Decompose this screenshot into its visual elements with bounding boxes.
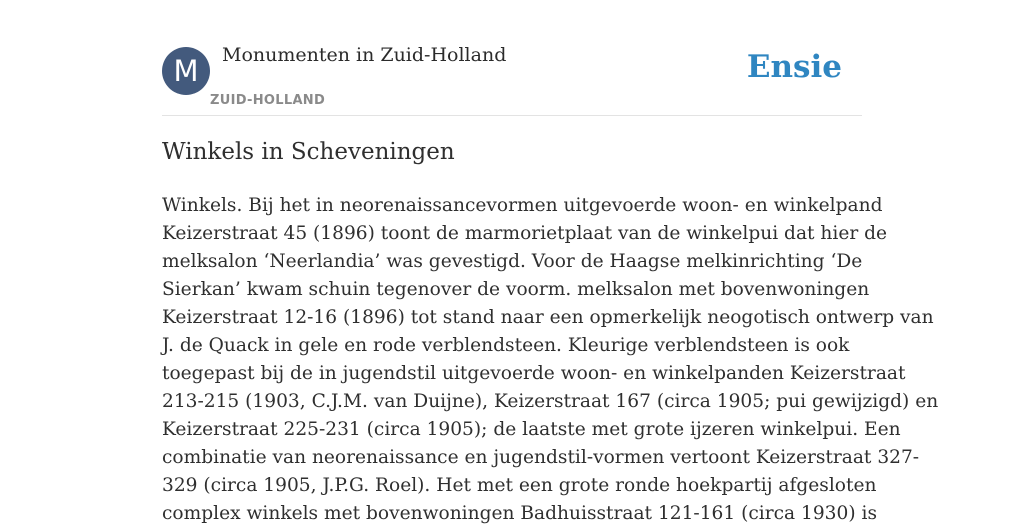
body-line: Keizerstraat 45 (1896) toont de marmorietplaat van de winkelpui dat hier de (162, 223, 888, 244)
body-line: combinatie van neorenaissance en jugendstil-vormen vertoont Keizerstraat 327- (162, 447, 920, 468)
body-line: Keizerstraat 225-231 (circa 1905); de laatste met grote ijzeren winkelpui. Een (162, 419, 901, 440)
body-line: complex winkels met bovenwoningen Badhuisstraat 121-161 (circa 1930) is (162, 503, 877, 524)
body-line: J. de Quack in gele en rode verblendsteen. Kleurige verblendsteen is ook (162, 335, 850, 356)
category-label[interactable]: ZUID-HOLLAND (210, 93, 326, 108)
body-line: Sierkan’ kwam schuin tegenover de voorm. melksalon met bovenwoningen (162, 279, 870, 300)
article-body (162, 192, 939, 528)
article-title: Winkels in Scheveningen (162, 139, 455, 165)
book-title[interactable]: Monumenten in Zuid-Holland (222, 44, 507, 66)
body-line: 213-215 (1903, C.J.M. van Duijne), Keizerstraat 167 (circa 1905; pui gewijzigd) en (162, 391, 939, 412)
body-line: Winkels. Bij het in neorenaissancevormen uitgevoerde woon- en winkelpand (162, 195, 883, 216)
header (162, 0, 862, 116)
avatar[interactable]: M (162, 47, 210, 95)
body-line: Keizerstraat 12-16 (1896) tot stand naar een opmerkelijk neogotisch ontwerp van (162, 307, 934, 328)
brand-logo[interactable]: Ensie (746, 49, 842, 85)
body-line: toegepast bij de in jugendstil uitgevoerde woon- en winkelpanden Keizerstraat (162, 363, 906, 384)
body-line: 329 (circa 1905, J.P.G. Roel). Het met een grote ronde hoekpartij afgesloten (162, 475, 877, 496)
body-line: melksalon ‘Neerlandia’ was gevestigd. Voor de Haagse melkinrichting ‘De (162, 251, 863, 272)
